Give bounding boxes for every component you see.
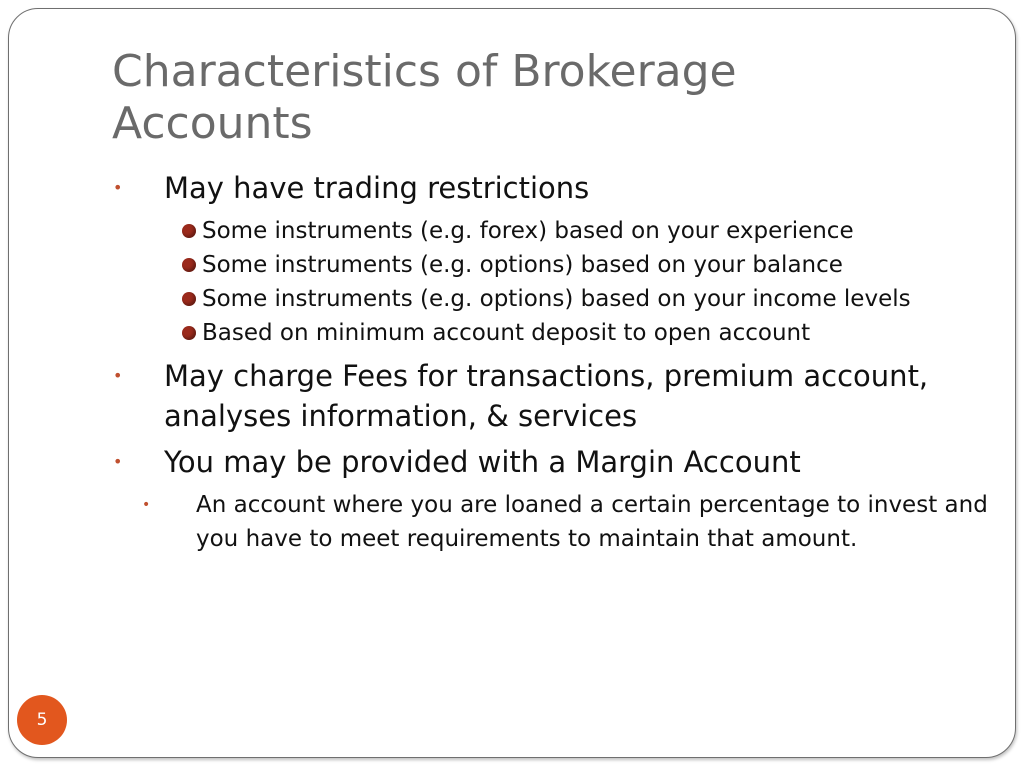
bullet-text: May charge Fees for transactions, premium account, analyses information, & services — [164, 359, 929, 433]
sub-bullet-text: An account where you are loaned a certain percentage to invest and you have to meet requirements to maintain that amount. — [196, 492, 988, 552]
sub-bullet-text: Some instruments (e.g. forex) based on your experience — [202, 218, 854, 244]
sub-bullet-text: Some instruments (e.g. options) based on your balance — [202, 252, 843, 278]
bullet-icon: • — [113, 178, 123, 197]
bullet-item — [110, 356, 990, 436]
round-bullet-icon — [182, 258, 196, 272]
sub-bullet-item — [110, 282, 990, 316]
sub-bullet-text: Some instruments (e.g. options) based on your income levels — [202, 286, 911, 312]
page-number-badge: 5 — [17, 695, 67, 745]
sub-bullet-text: Based on minimum account deposit to open account — [202, 320, 811, 346]
sub-bullet-item — [110, 214, 990, 248]
sub-bullet-item — [110, 488, 990, 556]
round-bullet-icon — [182, 224, 196, 238]
sub-bullet-item — [110, 316, 990, 350]
sub-bullet-item — [110, 248, 990, 282]
slide-content — [110, 168, 990, 556]
bullet-icon: • — [113, 452, 123, 471]
bullet-text: May have trading restrictions — [164, 171, 590, 205]
bullet-icon: • — [113, 366, 123, 385]
round-bullet-icon — [182, 326, 196, 340]
round-bullet-icon — [182, 292, 196, 306]
bullet-icon: • — [142, 497, 151, 513]
slide-title: Characteristics of Brokerage Accounts — [112, 46, 737, 149]
bullet-text: You may be provided with a Margin Account — [164, 445, 801, 479]
bullet-item — [110, 442, 990, 482]
bullet-item — [110, 168, 990, 208]
